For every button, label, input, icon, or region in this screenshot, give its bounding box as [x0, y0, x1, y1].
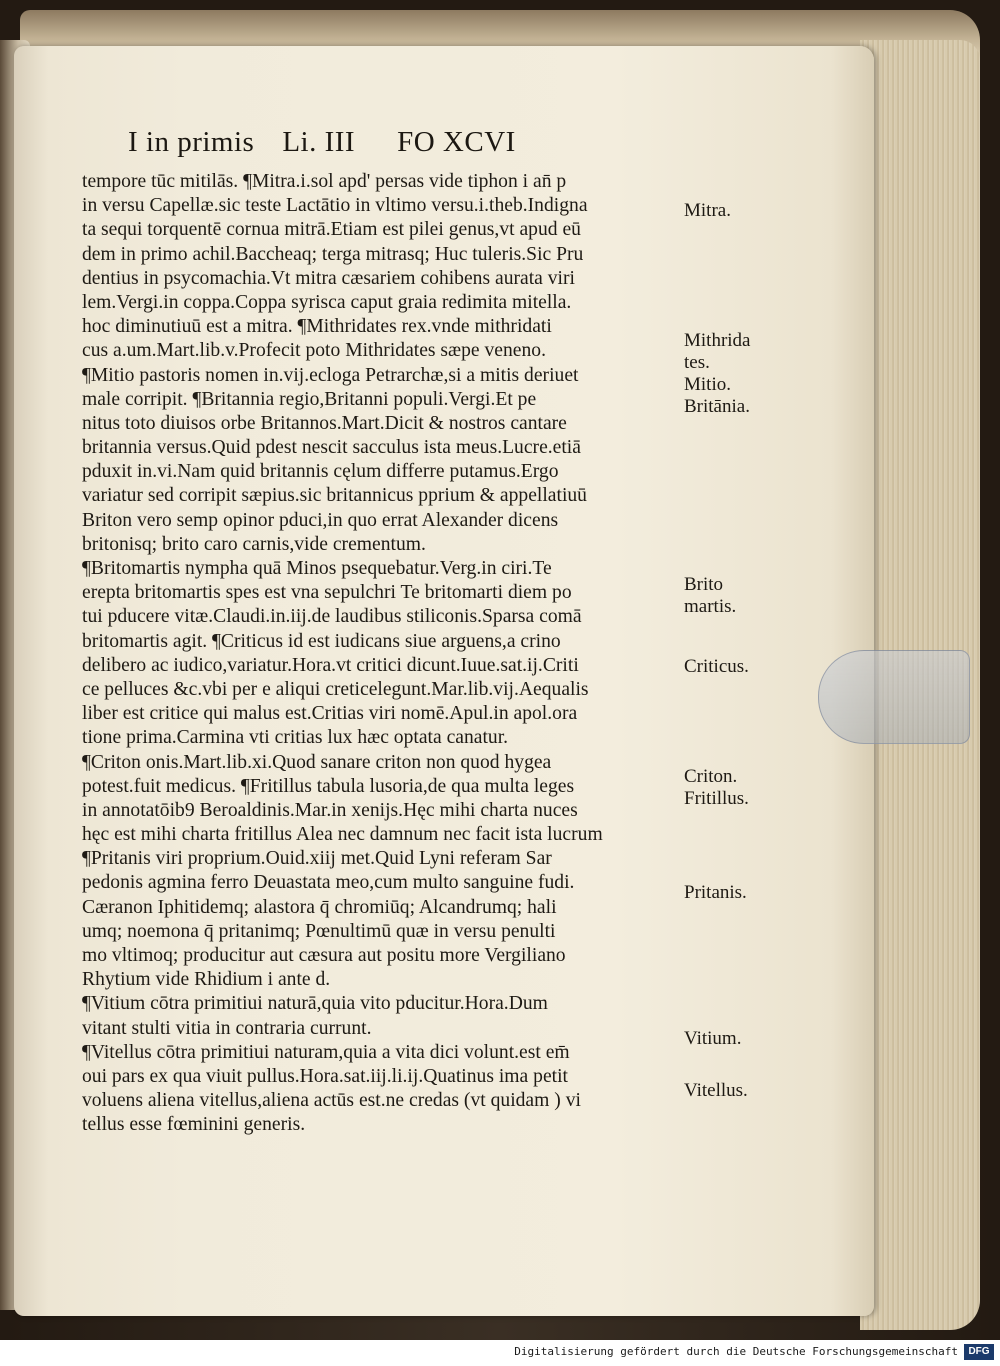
text-line: ¶Pritanis viri proprium.Ouid.xiij met.Quid Lyni referam Sar — [82, 848, 552, 870]
dfg-logo-icon: DFG — [964, 1344, 994, 1360]
footer-bar — [0, 1340, 1000, 1366]
text-line: hęc est mihi charta fritillus Alea nec damnum nec facit ista lucrum — [82, 824, 603, 846]
margin-note-mithrida: Mithrida — [684, 330, 751, 351]
text-line: voluens aliena vitellus,aliena actūs est.ne credas (vt quidam ) vi — [82, 1090, 581, 1112]
margin-note-tes: tes. — [684, 352, 710, 373]
text-line: ¶Vitium cōtra primitiui naturā,quia vito pducitur.Hora.Dum — [82, 993, 548, 1015]
running-header — [128, 126, 668, 170]
text-line: Rhytium vide Rhidium i ante d. — [82, 969, 331, 991]
text-line: erepta britomartis spes est vna sepulchri Te britomarti diem po — [82, 582, 572, 604]
text-line: hoc diminutiuū est a mitra. ¶Mithridates rex.vnde mithridati — [82, 316, 552, 338]
text-line: ¶Britomartis nympha quā Minos psequebatur.Verg.in ciri.Te — [82, 558, 552, 579]
text-line: lem.Vergi.in coppa.Coppa syrisca caput graia redimita mitella. — [82, 291, 572, 313]
header-folio: FO XCVI — [397, 126, 516, 158]
text-line: britomartis agit. ¶Criticus id est iudicans siue arguens,a crino — [82, 630, 561, 652]
book-page — [14, 46, 874, 1316]
margin-note-brito: Brito — [684, 574, 724, 595]
text-line: dem in primo achil.Baccheaq; terga mitrasq; Huc tuleris.Sic Pru — [82, 243, 584, 265]
margin-note-vitium: Vitium. — [684, 1028, 742, 1049]
margin-note-fritillus: Fritillus. — [684, 788, 749, 809]
margin-note-criton: Criton. — [684, 766, 738, 787]
margin-note-mitio: Mitio. — [684, 374, 731, 395]
text-line: britonisq; brito caro carnis,vide crementum. — [82, 533, 426, 555]
header-book: Li. III — [282, 126, 356, 158]
text-line: ce pelluces &c.vbi per e aliqui creticelegunt.Mar.lib.vij.Aequalis — [82, 678, 589, 700]
text-line: Briton vero semp opinor pduci,in quo errat Alexander dicens — [82, 509, 559, 531]
text-line: nitus toto diuisos orbe Britannos.Mart.Dicit & nostros cantare — [82, 412, 567, 434]
margin-note-mitra: Mitra. — [684, 200, 731, 221]
text-line: ¶Mitio pastoris nomen in.vij.ecloga Petrarchæ,si a mitis deriuet — [82, 364, 579, 386]
text-line: pduxit in.vi.Nam quid britannis cęlum differre putamus.Ergo — [82, 461, 559, 483]
text-line: tellus esse fœminini generis. — [82, 1114, 306, 1136]
body-text — [82, 170, 687, 1138]
header-section: I in primis — [128, 126, 255, 158]
text-line: oui pars ex qua viuit pullus.Hora.sat.iij.li.ij.Quatinus ima petit — [82, 1065, 568, 1087]
text-line: liber est critice qui malus est.Critias viri nomē.Apul.in apol.ora — [82, 703, 578, 725]
margin-note-vitellus: Vitellus. — [684, 1080, 748, 1101]
text-line: tui pducere vitæ.Claudi.in.iij.de laudibus stiliconis.Sparsa comā — [82, 606, 582, 628]
margin-note-britania: Britānia. — [684, 396, 750, 417]
text-line: ¶Vitellus cōtra primitiui naturam,quia a vita dici volunt.est em̄ — [82, 1041, 570, 1063]
text-line: ¶Criton onis.Mart.lib.xi.Quod sanare criton non quod hygea — [82, 751, 552, 773]
margin-note-criticus: Criticus. — [684, 656, 749, 677]
margin-note-pritanis: Pritanis. — [684, 882, 747, 903]
text-line: dentius in psycomachia.Vt mitra cæsariem cohibens aurata viri — [82, 267, 575, 289]
text-line: umq; noemona q̄ pritanimq; Pœnultimū quæ in versu penulti — [82, 920, 556, 942]
text-line: potest.fuit medicus. ¶Fritillus tabula lusoria,de qua multa leges — [82, 775, 575, 797]
text-line: cus a.um.Mart.lib.v.Profecit poto Mithridates sæpe veneno. — [82, 340, 546, 362]
text-line: tempore tūc mitilās. ¶Mitra.i.sol apd' persas vide tiphon i an̄ p — [82, 171, 567, 192]
text-line: ta sequi torquentē cornua mitrā.Etiam est pilei genus,vt apud eū — [82, 219, 581, 241]
text-line: in versu Capellæ.sic teste Lactātio in vltimo versu.i.theb.Indigna — [82, 195, 588, 217]
text-line: male corripit. ¶Britannia regio,Britanni populi.Vergi.Et pe — [82, 388, 537, 410]
text-line: variatur sed corripit sæpius.sic britannicus pprium & appellatiuū — [82, 485, 587, 507]
text-line: in annotatōib9 Beroaldinis.Mar.in xenijs.Hęc mihi charta nuces — [82, 799, 578, 821]
text-line: pedonis agmina ferro Deuastata meo,cum multo sanguine fudi. — [82, 872, 575, 894]
text-line: mo vltimoq; producitur aut cæsura aut positu more Vergiliano — [82, 945, 566, 966]
page-clip-marker — [818, 650, 970, 744]
text-line: vitant stulti vitia in contraria currunt. — [82, 1017, 372, 1039]
text-line: delibero ac iudico,variatur.Hora.vt critici dicunt.Iuue.sat.ij.Criti — [82, 654, 579, 676]
text-line: britannia versus.Quid pdest nescit sacculus ista meus.Lucre.etiā — [82, 437, 581, 459]
footer-credit: Digitalisierung gefördert durch die Deutsche Forschungsgemeinschaft — [514, 1345, 958, 1358]
text-line: Cæranon Iphitidemq; alastora q̄ chromiūq; Alcandrumq; hali — [82, 896, 557, 918]
margin-note-martis: martis. — [684, 596, 737, 617]
text-line: tione prima.Carmina vti critias lux hæc optata canatur. — [82, 727, 509, 749]
